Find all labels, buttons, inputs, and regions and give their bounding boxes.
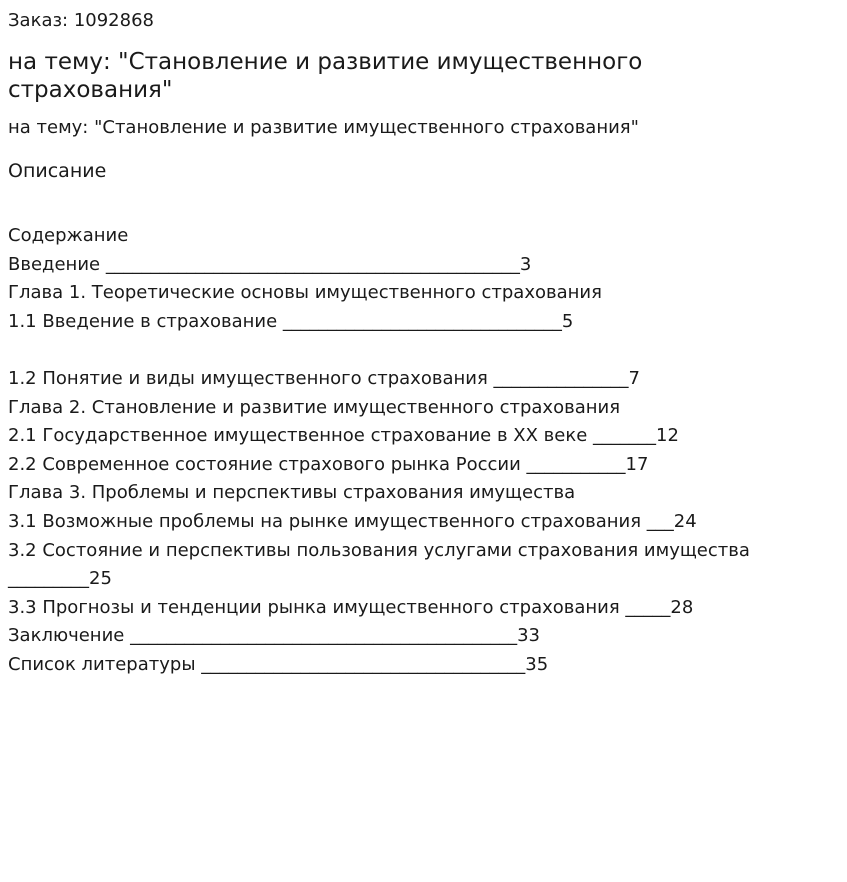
toc-entry-2-2: 2.2 Современное состояние страхового рынка России ___________17 [8, 453, 649, 475]
toc-entry-2-1: 2.1 Государственное имущественное страхование в XX веке _______12 [8, 425, 679, 447]
description-heading: Описание [8, 160, 107, 182]
order-number: Заказ: 1092868 [8, 10, 154, 31]
toc-entry-bibliography: Список литературы ____________________________________35 [8, 653, 549, 675]
document-title: на тему: "Становление и развитие имущественного страхования" [8, 49, 643, 103]
toc-entry-1-1: 1.1 Введение в страхование _______________________________5 [8, 310, 574, 332]
toc-entry-3-2: 3.2 Состояние и перспективы пользования услугами страхования имущества _________25 [8, 539, 750, 590]
toc-blank-line [8, 336, 839, 365]
document-subtitle: на тему: "Становление и развитие имущественного страхования" [8, 117, 639, 138]
toc-entry-3-1: 3.1 Возможные проблемы на рынке имущественного страхования ___24 [8, 510, 697, 532]
toc-entry-chapter-1: Глава 1. Теоретические основы имущественного страхования [8, 282, 602, 304]
toc-entry-conclusion: Заключение ___________________________________________33 [8, 625, 540, 647]
toc-heading: Содержание [8, 225, 129, 246]
toc-entry-introduction: Введение ______________________________________________3 [8, 253, 532, 275]
toc-entry-3-3: 3.3 Прогнозы и тенденции рынка имущественного страхования _____28 [8, 596, 694, 618]
toc-entry-chapter-3: Глава 3. Проблемы и перспективы страхования имущества [8, 482, 576, 504]
toc-entry-1-2: 1.2 Понятие и виды имущественного страхования _______________7 [8, 367, 640, 389]
toc-entry-chapter-2: Глава 2. Становление и развитие имущественного страхования [8, 396, 621, 418]
table-of-contents [8, 222, 839, 680]
